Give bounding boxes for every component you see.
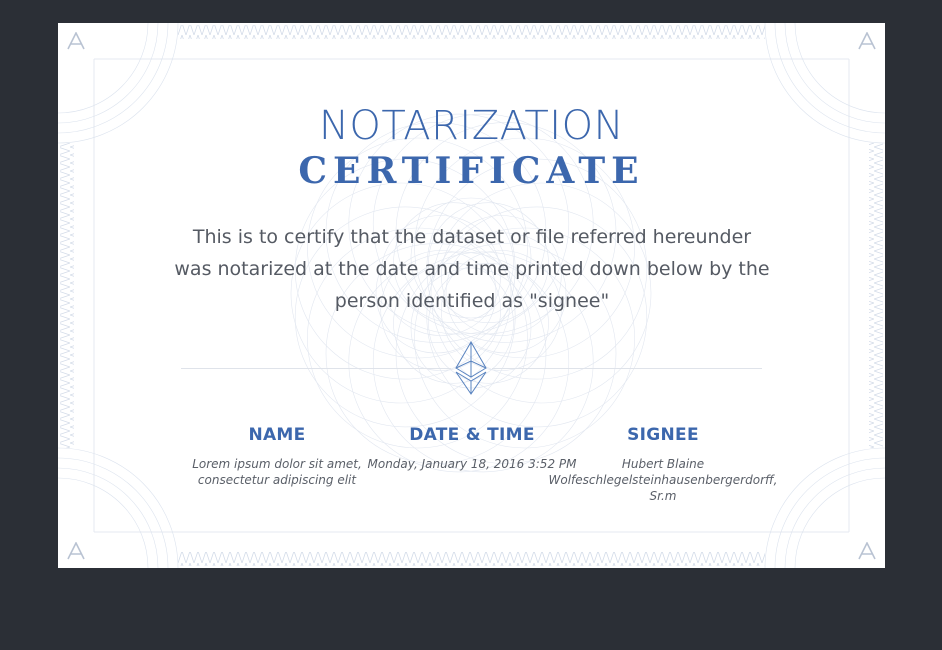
divider-left <box>181 368 451 369</box>
signee-label: SIGNEE <box>627 425 699 445</box>
name-value: Lorem ipsum dolor sit amet, consectetur adipiscing elit <box>192 457 362 487</box>
ethereum-diamond-icon <box>453 341 489 395</box>
date-time-value: Monday, January 18, 2016 3:52 PM <box>367 457 577 471</box>
certificate-statement: This is to certify that the dataset or file referred hereunder was notarized at the date and time printed down below by the person identified as "signee" <box>174 226 770 312</box>
corner-a-mark-icon <box>858 542 876 560</box>
corner-a-mark-icon <box>67 542 85 560</box>
corner-a-mark-icon <box>858 32 876 50</box>
signee-value: Hubert Blaine Wolfeschlegelsteinhausenbergerdorff, Sr.m <box>548 457 778 503</box>
certificate-title-line2: CERTIFICATE <box>298 150 645 192</box>
divider-right <box>492 368 762 369</box>
name-label: NAME <box>248 425 306 445</box>
date-time-label: DATE & TIME <box>409 425 535 445</box>
corner-a-mark-icon <box>67 32 85 50</box>
certificate-title-line1: NOTARIZATION <box>319 103 624 149</box>
certificate <box>58 23 885 568</box>
